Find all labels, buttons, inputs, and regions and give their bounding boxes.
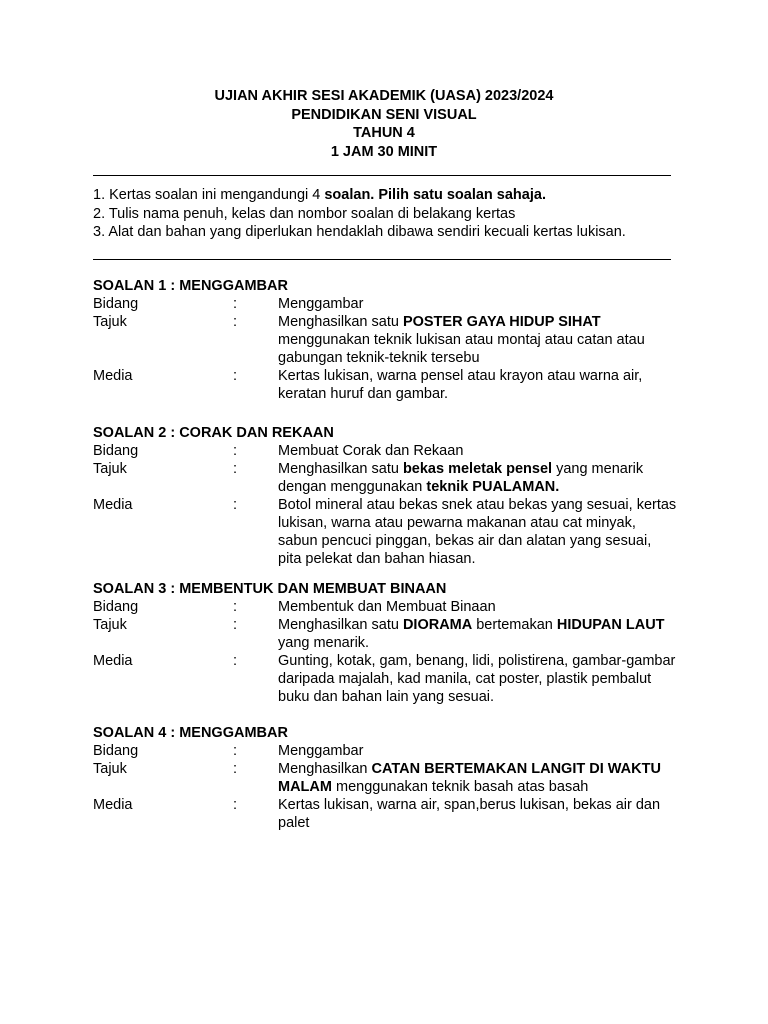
divider-top xyxy=(93,175,671,176)
instruction-2: 2. Tulis nama penuh, kelas dan nombor soalan di belakang kertas xyxy=(93,205,516,222)
duration: 1 JAM 30 MINIT xyxy=(330,143,438,160)
question-1 xyxy=(93,277,693,403)
year-level: TAHUN 4 xyxy=(353,125,415,141)
divider-bottom xyxy=(93,259,671,260)
exam-header xyxy=(0,87,768,161)
question-4 xyxy=(93,724,693,832)
question-4-title: SOALAN 4 : MENGGAMBAR xyxy=(93,725,288,741)
question-1-title: SOALAN 1 : MENGGAMBAR xyxy=(93,278,288,294)
instruction-1: 1. Kertas soalan ini mengandungi 4 soalan. Pilih satu soalan sahaja. xyxy=(93,187,546,203)
question-3-title: SOALAN 3 : MEMBENTUK DAN MEMBUAT BINAAN xyxy=(93,581,447,597)
question-1-bidang: Bidang : Menggambar xyxy=(93,296,364,312)
question-2-media: Media : Botol mineral atau bekas snek atau bekas yang sesuai, kertas lukisan, warna atau pewarna makanan atau cat minyak, sabun pencuci pinggan, bekas air dan alatan yang sesuai, pita pelekat dan bahan hiasan. xyxy=(93,497,677,567)
instruction-3: 3. Alat dan bahan yang diperlukan hendaklah dibawa sendiri kecuali kertas lukisan. xyxy=(93,224,626,240)
question-4-tajuk: Tajuk : Menghasilkan CATAN BERTEMAKAN LANGIT DI WAKTU MALAM menggunakan teknik basah atas basah xyxy=(93,761,661,795)
question-3 xyxy=(93,580,693,706)
subject-title: PENDIDIKAN SENI VISUAL xyxy=(291,106,477,123)
question-3-tajuk: Tajuk : Menghasilkan satu DIORAMA bertemakan HIDUPAN LAUT yang menarik. xyxy=(93,617,665,651)
question-2-title: SOALAN 2 : CORAK DAN REKAAN xyxy=(93,425,334,441)
question-4-media: Media : Kertas lukisan, warna air, span,berus lukisan, bekas air dan palet xyxy=(93,797,661,831)
question-2-tajuk: Tajuk : Menghasilkan satu bekas meletak pensel yang menarik dengan menggunakan teknik PUALAMAN. xyxy=(93,461,644,495)
question-2 xyxy=(93,424,693,568)
question-2-bidang: Bidang : Membuat Corak dan Rekaan xyxy=(93,443,464,459)
question-1-media: Media : Kertas lukisan, warna pensel atau krayon atau warna air, keratan huruf dan gambar. xyxy=(93,368,643,402)
question-3-media: Media : Gunting, kotak, gam, benang, lidi, polistirena, gambar-gambar daripada majalah, kad manila, cat poster, plastik pembalut buku dan bahan lain yang sesuai. xyxy=(93,653,676,705)
instructions xyxy=(93,186,683,242)
question-3-bidang: Bidang : Membentuk dan Membuat Binaan xyxy=(93,599,496,615)
exam-title: UJIAN AKHIR SESI AKADEMIK (UASA) 2023/2024 xyxy=(214,88,554,104)
question-1-tajuk: Tajuk : Menghasilkan satu POSTER GAYA HIDUP SIHAT menggunakan teknik lukisan atau montaj atau catan atau gabungan teknik-teknik tersebu xyxy=(93,314,645,366)
question-4-bidang: Bidang : Menggambar xyxy=(93,743,364,759)
